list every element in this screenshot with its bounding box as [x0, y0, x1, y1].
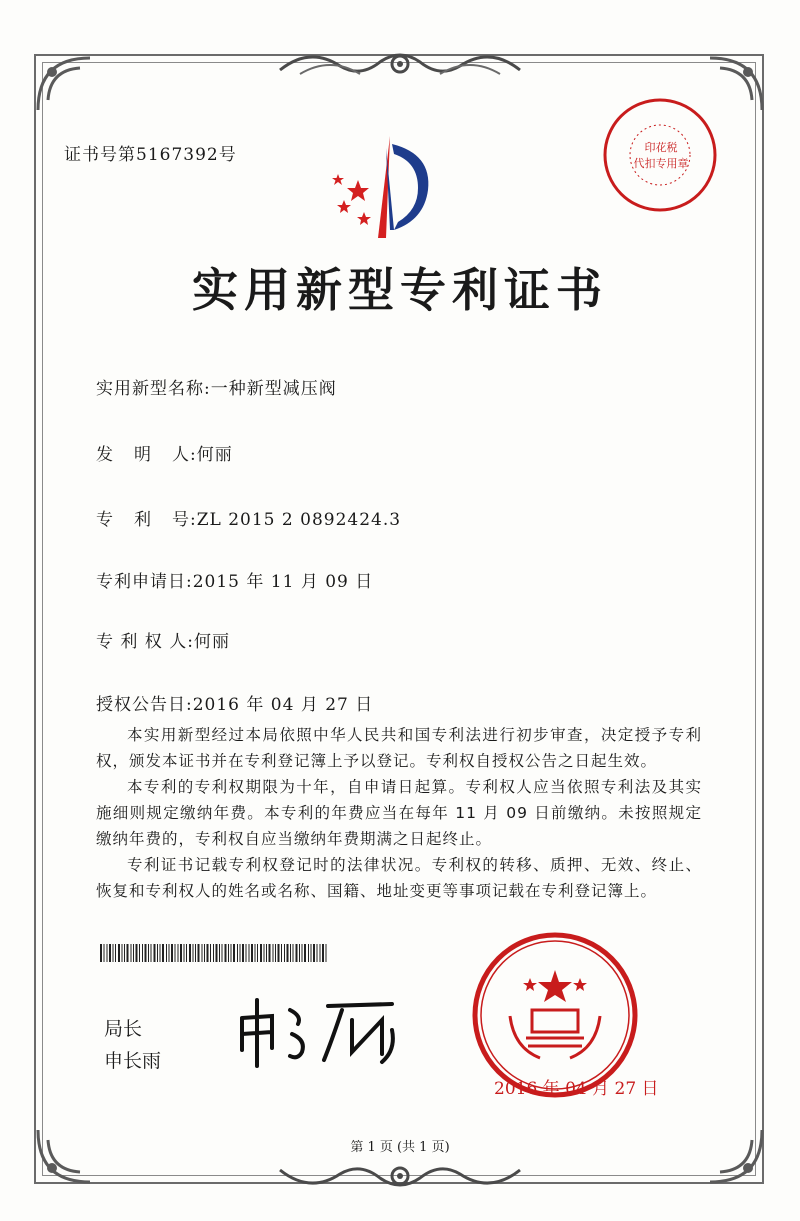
field-grant-date [96, 690, 373, 715]
barcode-bar [228, 944, 229, 962]
director-signature [232, 990, 402, 1070]
barcode-bar [246, 944, 247, 962]
barcode-bar [304, 944, 306, 962]
barcode-bar [193, 944, 194, 962]
field-label: 专 利 权 人: [96, 632, 194, 652]
barcode-bar [296, 944, 298, 962]
barcode-bar [131, 944, 132, 962]
barcode-bar [317, 944, 318, 962]
director-name: 申长雨 [104, 1050, 162, 1072]
barcode-bar [210, 944, 211, 962]
barcode-bar [233, 944, 235, 962]
field-value: 一种新型减压阀 [210, 379, 337, 399]
barcode-bar [237, 944, 238, 962]
director-title: 局长 [104, 1018, 143, 1040]
bottom-ornament [270, 1152, 530, 1200]
barcode-bar [160, 944, 161, 962]
body-paragraph: 本实用新型经过本局依照中华人民共和国专利法进行初步审查，决定授予专利权，颁发本证书并在专利登记簿上予以登记。专利权自授权公告之日起生效。 [96, 726, 702, 770]
barcode-bar [275, 944, 276, 962]
seal-date: 2016 年 04 月 27 日 [494, 1079, 659, 1099]
barcode-bar [118, 944, 120, 962]
field-label: 专利申请日: [96, 572, 193, 592]
field-value: 2015 年 11 月 09 日 [192, 572, 374, 592]
field-label: 授权公告日: [96, 695, 193, 715]
barcode-bar [242, 944, 244, 962]
barcode-bar [113, 944, 114, 962]
barcode-bar [308, 944, 309, 962]
top-ornament [270, 40, 530, 88]
label-char: 明 [134, 445, 152, 465]
barcode-bar [127, 944, 129, 962]
barcode-bar [299, 944, 300, 962]
barcode-bar [264, 944, 265, 962]
barcode-bar [231, 944, 232, 962]
barcode-bar [302, 944, 303, 962]
barcode-bar [204, 944, 205, 962]
patent-office-logo-icon [328, 130, 436, 242]
tax-stamp-line: 印花税 [644, 141, 678, 154]
field-label [96, 440, 190, 465]
barcode-bar [290, 944, 291, 962]
barcode-bar [216, 944, 218, 962]
tax-stamp-text [626, 140, 696, 172]
field-value: 何丽 [196, 445, 233, 465]
field-label [96, 505, 190, 530]
barcode-bar [166, 944, 167, 962]
barcode-bar [180, 944, 182, 962]
barcode-bar [278, 944, 280, 962]
corner-ornament [30, 50, 100, 120]
certificate-number: 证书号第5167392号 [64, 145, 237, 165]
barcode-bar [178, 944, 179, 962]
barcode-bar [175, 944, 176, 962]
certificate-title: 实用新型专利证书 [192, 263, 608, 317]
label-char: 利 [134, 510, 152, 530]
barcode-bar [320, 944, 321, 962]
barcode-bar [313, 944, 315, 962]
barcode-bar [222, 944, 223, 962]
barcode-bar [326, 944, 327, 962]
barcode-bar [257, 944, 258, 962]
barcode-bar [139, 944, 140, 962]
barcode-bar [225, 944, 227, 962]
barcode-bar [171, 944, 173, 962]
corner-ornament [700, 1120, 770, 1190]
barcode-bar [115, 944, 116, 962]
barcode-bar [284, 944, 285, 962]
barcode-bar [202, 944, 203, 962]
barcode-bar [145, 944, 147, 962]
label-char: 号 [172, 510, 190, 530]
barcode-bar [124, 944, 125, 962]
tax-stamp-line: 代扣专用章 [633, 157, 689, 170]
barcode-bar [293, 944, 294, 962]
body-paragraph: 本专利的专利权期限为十年，自申请日起算。专利权人应当依照专利法及其实施细则规定缴纳年费。本专利的年费应当在每年 11 月 09 日前缴纳。未按照规定缴纳年费的，专利权自应当缴纳年费期满之日起终止。 [96, 778, 702, 848]
field-value: 何丽 [193, 632, 230, 652]
barcode-bar [107, 944, 108, 962]
barcode-bar [157, 944, 158, 962]
barcode-bar [269, 944, 271, 962]
barcode-bar [287, 944, 289, 962]
barcode-bar [122, 944, 123, 962]
field-filing-date [96, 567, 373, 592]
barcode-bar [255, 944, 256, 962]
barcode-bar [251, 944, 253, 962]
field-utility-model-name [96, 374, 337, 399]
barcode-bar [186, 944, 187, 962]
label-char: 人 [172, 445, 190, 465]
barcode-bar [133, 944, 134, 962]
barcode-bar [249, 944, 250, 962]
barcode-bar [240, 944, 241, 962]
barcode-bar [162, 944, 164, 962]
barcode-bar [322, 944, 324, 962]
field-patent-number: 专 利 号 :ZL 2015 2 0892424.3 [96, 505, 401, 530]
barcode-bar [142, 944, 143, 962]
barcode-bar [195, 944, 196, 962]
barcode-bar [148, 944, 149, 962]
barcode-bar [260, 944, 262, 962]
body-paragraph: 专利证书记载专利权登记时的法律状况。专利权的转移、质押、无效、终止、恢复和专利权人的姓名或名称、国籍、地址变更等事项记载在专利登记簿上。 [96, 856, 702, 900]
barcode-bar [136, 944, 138, 962]
barcode-bar [169, 944, 170, 962]
barcode-bar [266, 944, 267, 962]
field-value: ZL 2015 2 0892424.3 [196, 510, 402, 530]
barcode-bar [311, 944, 312, 962]
field-label: 实用新型名称: [96, 379, 211, 399]
barcode-bar [198, 944, 200, 962]
barcode-bar [273, 944, 274, 962]
barcode-bar [109, 944, 111, 962]
barcode-bar [207, 944, 209, 962]
corner-ornament [30, 1120, 100, 1190]
barcode-bar [104, 944, 105, 962]
barcode-bar [100, 944, 102, 962]
barcode-bar [189, 944, 191, 962]
barcode-bar [184, 944, 185, 962]
barcode-bar [219, 944, 220, 962]
label-char: 专 [96, 510, 114, 530]
barcode-bar [213, 944, 214, 962]
barcode-bar [154, 944, 156, 962]
barcode [100, 944, 330, 962]
field-inventor: 发 明 人 :何丽 [96, 440, 233, 465]
label-char: 发 [96, 445, 114, 465]
field-value: 2016 年 04 月 27 日 [192, 695, 374, 715]
page-footer: 第 1 页 (共 1 页) [350, 1140, 450, 1155]
barcode-bar [151, 944, 152, 962]
field-patentee [96, 627, 230, 652]
barcode-bar [281, 944, 282, 962]
